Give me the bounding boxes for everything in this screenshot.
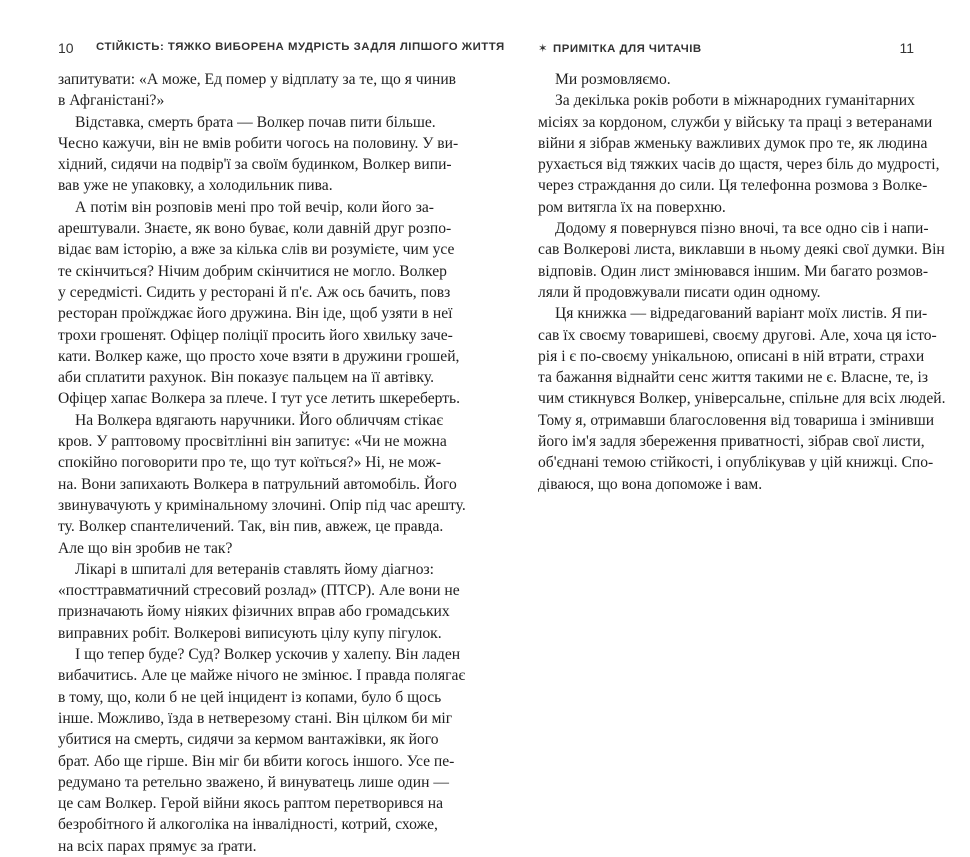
text-line: редумано та ретельно зважено, й винуватець лише один — — [58, 773, 449, 791]
text-line: безробітного й алкоголіка на інвалідності, котрий, схоже, — [58, 816, 438, 834]
text-line: ляли й продовжували писати один одному. — [538, 283, 821, 301]
text-line: За декілька років роботи в міжнародних гуманітарних — [555, 92, 915, 110]
text-line: об'єднані темою стійкості, і опублікував у цій книжці. Спо- — [538, 454, 934, 472]
text-line: аби сплатити рахунок. Він показує пальцем на її автівку. — [58, 369, 434, 387]
text-line: трохи грошенят. Офіцер поліції просить його хвильку заче- — [58, 326, 453, 344]
left-page — [58, 0, 505, 855]
text-line: рухається від тяжких часів до щастя, через біль до мудрості, — [538, 156, 940, 174]
text-line: ту. Волкер спантеличений. Так, він пив, авжеж, це правда. — [58, 518, 444, 536]
text-line: рія і є по-своєму унікальною, описані в ній втрати, страхи — [538, 347, 925, 365]
text-line: кров. У раптовому просвітлінні він запитує: «Чи не можна — [58, 433, 447, 451]
text-line: Чесно кажучи, він не вмів робити чогось на половину. У ви- — [58, 134, 459, 152]
running-head-wrapper — [538, 41, 702, 55]
star-icon: ✶ — [538, 43, 549, 55]
text-line: арештували. Знаєте, як воно буває, коли давній друг розпо- — [58, 220, 452, 238]
right-page-body — [538, 69, 946, 495]
page-number: 11 — [899, 40, 914, 56]
text-line: інше. Можливо, їзда в нетверезому стані. Він цілком би міг — [58, 709, 453, 727]
text-line: призначають йому ніяких фізичних вправ або громадських — [58, 603, 450, 621]
right-page-header — [538, 40, 914, 58]
text-line: ром витягла їх на поверхню. — [538, 198, 726, 216]
text-line: те скінчиться? Нічим добрим скінчитися не могло. Волкер — [58, 262, 447, 280]
text-line: запитувати: «А може, Ед помер у відплату за те, що я чинив — [58, 71, 457, 88]
text-line: виправних робіт. Волкерові виписують цілу купу пігулок. — [58, 624, 442, 642]
text-line: та бажання віднайти сенс життя такими не є. Власне, те, із — [538, 369, 928, 387]
text-line: сав Волкерові листа, виклавши в ньому деякі свої думки. Він — [538, 241, 945, 259]
text-line: хідний, сидячи на подвір'ї за своїм будинком, Волкер випи- — [58, 156, 452, 174]
text-line: На Волкера вдягають наручники. Його обличчям стікає — [75, 411, 444, 429]
text-line: Лікарі в шпиталі для ветеранів ставлять йому діагноз: — [75, 560, 435, 578]
text-line: відповів. Один лист змінювався іншим. Ми багато розмов- — [538, 262, 929, 280]
text-line: убитися на смерть, сидячи за кермом вантажівки, як його — [58, 731, 439, 749]
text-line: І що тепер буде? Суд? Волкер ускочив у халепу. Він ладен — [75, 646, 461, 664]
text-line: місіях за кордоном, служби у війську та праці з ветеранами — [538, 113, 933, 131]
text-line: А потім він розповів мені про той вечір, коли його за- — [75, 198, 434, 216]
text-line: спокійно поговорити про те, що тут коїться?» Ні, не мож- — [58, 454, 442, 472]
text-line: Додому я повернувся пізно вночі, та все одно сів і напи- — [555, 220, 929, 238]
text-line: звинувачують у кримінальному злочині. Опір під час арешту. — [58, 496, 466, 514]
text-line: у середмісті. Сидить у ресторані й п'є. Аж ось бачить, повз — [58, 283, 451, 301]
text-line: чим стикнувся Волкер, універсальне, спільне для всіх людей. — [538, 390, 946, 408]
text-line: вав уже не упаковку, а холодильник пива. — [58, 177, 333, 195]
text-line: ресторан проїжджає його дружина. Він іде, щоб узяти в неї — [58, 305, 453, 323]
text-line: сав їх своєму товаришеві, своєму другові. Але, хоча ця істо- — [538, 326, 937, 344]
text-line: Ця книжка — відредагований варіант моїх листів. Я пи- — [555, 305, 928, 323]
text-line: в тому, що, коли б не цей інцидент із копами, було б щось — [58, 688, 442, 706]
text-line: війни я зібрав жменьку важливих думок про те, як людина — [538, 134, 928, 152]
right-page — [538, 0, 946, 746]
text-line: на всіх парах прямує за ґрати. — [58, 837, 257, 855]
text-line: брат. Або ще гірше. Він міг би вбити когось іншого. Усе пе- — [58, 752, 455, 770]
text-line: Тому я, отримавши благословення від товариша і змінивши — [538, 411, 935, 429]
text-line: через страждання до сили. Ця телефонна розмова з Волке- — [538, 177, 928, 195]
left-page-header — [58, 40, 505, 58]
text-line: це сам Волкер. Герой війни якось раптом перетворився на — [58, 795, 443, 813]
text-line: кати. Волкер каже, що просто хоче взяти в дружини грошей, — [58, 347, 460, 365]
text-line: Ми розмовляємо. — [555, 71, 671, 88]
left-page-body — [58, 69, 466, 857]
text-line: в Афганістані?» — [58, 92, 165, 110]
text-line: діваюся, що вона допоможе і вам. — [538, 475, 763, 493]
text-line: на. Вони запихають Волкера в патрульний автомобіль. Його — [58, 475, 457, 493]
text-line: відає вам історію, а вже за кілька слів ви розумієте, чим усе — [58, 241, 455, 259]
text-line: його ім'я задля збереження приватності, зібрав свої листи, — [538, 433, 925, 451]
text-line: «посттравматичний стресовий розлад» (ПТСР). Але вони не — [58, 582, 460, 600]
running-head: ПРИМІТКА ДЛЯ ЧИТАЧІВ — [553, 43, 702, 55]
text-line: Але що він зробив не так? — [58, 539, 233, 557]
text-line: Відставка, смерть брата — Волкер почав пити більше. — [75, 113, 436, 131]
text-line: вибачитись. Але це майже нічого не змінює. І правда полягає — [58, 667, 466, 685]
running-head: СТІЙКІСТЬ: ТЯЖКО ВИБОРЕНА МУДРІСТЬ ЗАДЛЯ ЛІПШОГО ЖИТТЯ — [96, 41, 505, 53]
text-line: Офіцер хапає Волкера за плече. І тут усе летить шкереберть. — [58, 390, 461, 408]
page-number: 10 — [58, 40, 74, 56]
